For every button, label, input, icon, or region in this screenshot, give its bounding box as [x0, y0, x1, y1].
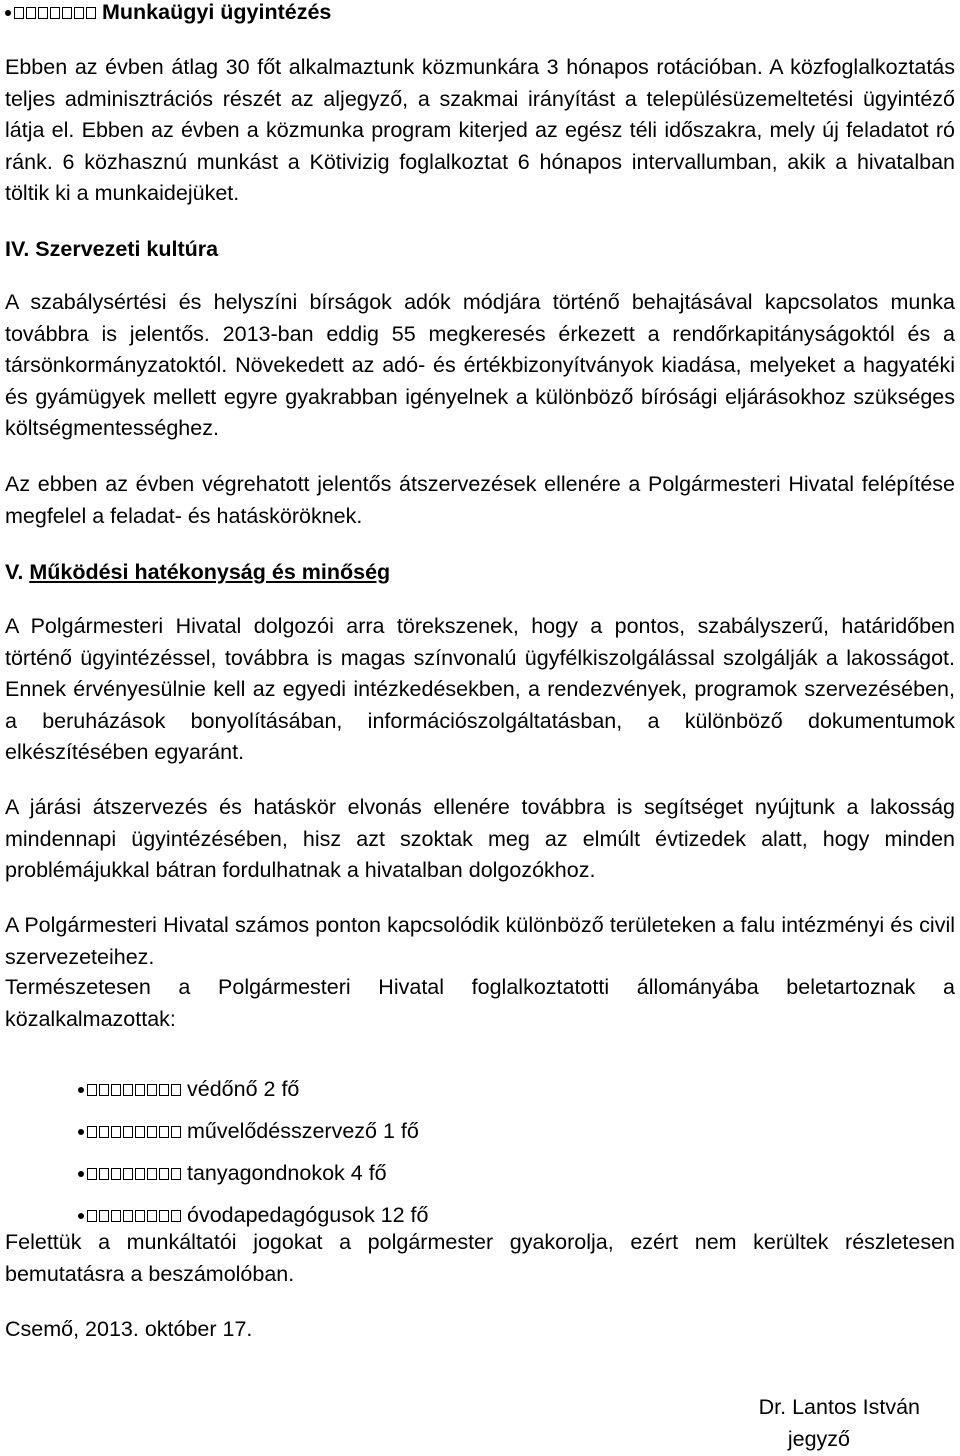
missing-glyph-boxes-icon [87, 1126, 181, 1138]
paragraph-v-5: Felettük a munkáltatói jogokat a polgármester gyakorolja, ezért nem kerültek részletesen bemutatásra a beszámolóban. [5, 1230, 955, 1286]
paragraph-v-1: A Polgármesteri Hivatal dolgozói arra törekszenek, hogy a pontos, szabályszerű, határidőben történő ügyintézéssel, továbbra is magas színvonalú ügyfélkiszolgálással szolgálják a lakosságot. Ennek érvényesülnie kell az egyedi intézkedésekben, a rendezvények, programok szervezésében, a beruházások bonyolításában, információszolgáltatásban, a különböző dokumentumok elkészítésében egyaránt. [5, 614, 955, 764]
missing-glyph-boxes-icon [87, 1210, 181, 1222]
section-title-v [5, 557, 955, 589]
list-item-text: tanyagondnokok 4 fő [187, 1161, 387, 1186]
list-item-text: művelődésszervező 1 fő [187, 1119, 419, 1144]
place-date: Csemő, 2013. október 17. [5, 1317, 253, 1341]
list-item-text: védőnő 2 fő [187, 1077, 300, 1102]
missing-glyph-boxes-icon [87, 1084, 181, 1096]
bullet-icon [78, 1171, 84, 1177]
missing-glyph-boxes-icon [14, 7, 96, 19]
list-item [78, 1111, 955, 1153]
section-title: Munkaügyi ügyintézés [102, 0, 332, 24]
signature-block [660, 1392, 920, 1455]
bullet-icon [78, 1213, 84, 1219]
paragraph-v-2: A járási átszervezés és hatáskör elvonás ellenére továbbra is segítséget nyújtunk a lakosság mindennapi ügyintézésében, hisz azt szoktak meg az elmúlt évtizedek alatt, hogy minden problémájukkal bátran fordulhatnak a hivatalban dolgozókhoz. [5, 795, 955, 882]
paragraph-iv-2: Az ebben az évben végrehatott jelentős átszervezések ellenére a Polgármesteri Hivatal felépítése megfelel a feladat- és hatásköröknek. [5, 472, 955, 528]
list-item [78, 1153, 955, 1195]
paragraph-v-4: Természetesen a Polgármesteri Hivatal foglalkoztatotti állományába beletartoznak a közalkalmazottak: [5, 975, 955, 1031]
list-item-text: óvodapedagógusok 12 fő [187, 1203, 429, 1228]
section-heading-munkaugyi [5, 0, 955, 29]
paragraph-iv-1: A szabálysértési és helyszíni bírságok adók módjára történő behajtásával kapcsolatos munka továbbra is jelentős. 2013-ban eddig 55 megkeresés érkezett a rendőrkapitányságoktól és a társönkormányzatoktól. Növekedett az adó- és értékbizonyítványok kiadása, melyeket a hagyatéki és gyámügyek mellett egyre gyakrabban igényelnek a különböző bírósági eljárásokhoz szükséges költségmentességhez. [5, 290, 955, 440]
paragraph-v-3: A Polgármesteri Hivatal számos ponton kapcsolódik különböző területeken a falu intézményi és civil szervezeteihez. [5, 913, 955, 969]
signer-title: jegyző [787, 1426, 850, 1451]
section-title-v-main: Működési hatékonyság és minőség [29, 560, 391, 584]
bullet-icon [78, 1087, 84, 1093]
employee-list [78, 1069, 955, 1237]
paragraph-munkaugyi: Ebben az évben átlag 30 főt alkalmaztunk közmunkára 3 hónapos rotációban. A közfoglalkoztatás teljes adminisztrációs részét az aljegyző, a szakmai irányítást a településüzemeltetési ügyintéző látja el. Ebben az évben a közmunka program kiterjed az egész téli időszakra, mely új feladatot ró ránk. 6 közhasznú munkást a Kötivizig foglalkoztat 6 hónapos intervallumban, akik a hivatalban töltik ki a munkaidejüket. [5, 55, 955, 205]
bullet-icon [78, 1129, 84, 1135]
bullet-icon [5, 10, 11, 16]
signer-name: Dr. Lantos István [758, 1395, 920, 1419]
list-item [78, 1069, 955, 1111]
section-title-iv: IV. Szervezeti kultúra [5, 237, 219, 261]
missing-glyph-boxes-icon [87, 1168, 181, 1180]
section-title-v-prefix: V. [5, 560, 30, 584]
